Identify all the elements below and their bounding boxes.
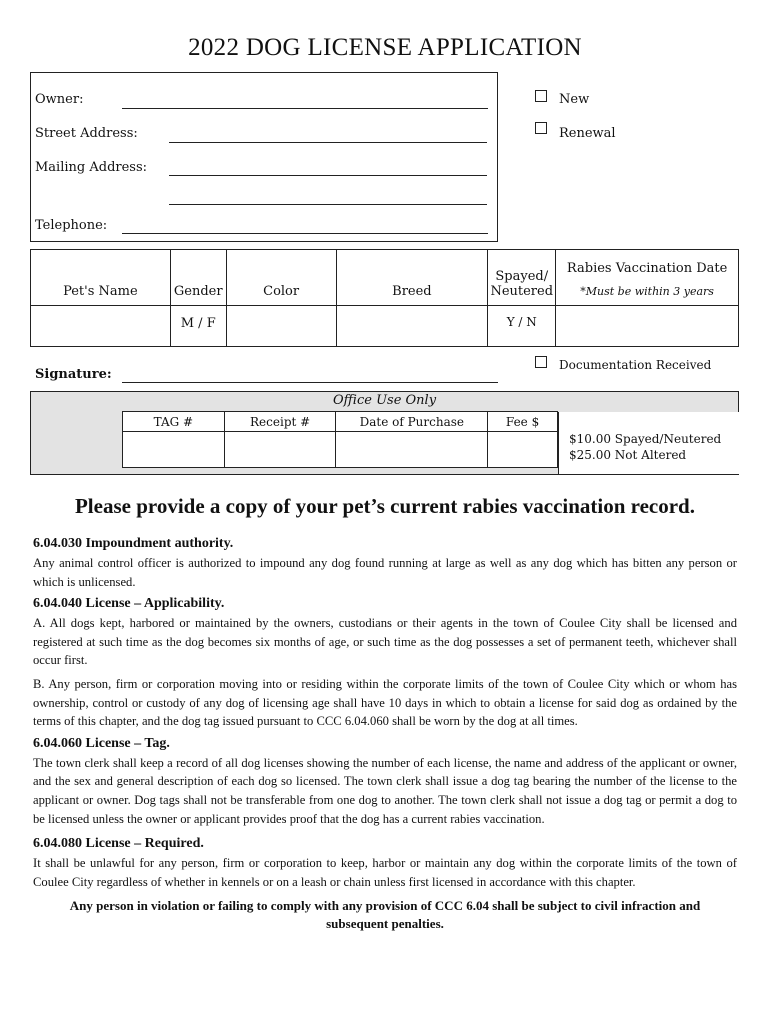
signature-field[interactable] xyxy=(122,382,498,383)
section-060-text: The town clerk shall keep a record of all dog licenses showing the number of each license, the name and address of the applicant or owner, and the sex and general description of each dog so licensed. The town clerk shall issue a dog tag bearing the number of the license to the applicant or owner. Dog tags shall not be transferable from one dog to another. The town clerk shall not issue a dog tag or permit a dog to be licensed unless the owner or applicant provides proof that the dog has a current rabies vaccination. xyxy=(33,755,737,826)
renewal-label: Renewal xyxy=(559,126,616,141)
fee-header: Fee $ xyxy=(488,412,558,432)
fee-spayed-text: $10.00 Spayed/Neutered xyxy=(569,432,722,446)
office-table xyxy=(122,411,558,468)
section-040-a: A. All dogs kept, harbored or maintained by the owners, custodians or their agents in the town of Coulee City shall be licensed and registered at such time as the dog becomes six months of age, or such time as the dog possesses a set of permanent teeth, whichever shall occur first. xyxy=(33,616,737,668)
pet-table xyxy=(30,249,739,347)
owner-label: Owner: xyxy=(35,92,84,107)
street-address-field[interactable] xyxy=(169,142,487,143)
section-080-title: 6.04.080 License – Required. xyxy=(33,836,204,852)
renewal-checkbox[interactable] xyxy=(535,122,547,134)
breed-header: Breed xyxy=(336,250,488,306)
rabies-date-cell[interactable] xyxy=(556,306,739,347)
spayed-header-line1: Spayed/ xyxy=(495,269,549,284)
new-label: New xyxy=(559,92,590,107)
documentation-checkbox[interactable] xyxy=(535,356,547,368)
documentation-label: Documentation Received xyxy=(559,358,712,372)
rabies-date-header xyxy=(556,250,739,306)
fee-altered-text: $25.00 Not Altered xyxy=(569,448,687,462)
mailing-address-field-2[interactable] xyxy=(169,204,487,205)
owner-info-box xyxy=(30,72,498,242)
owner-field[interactable] xyxy=(122,108,488,109)
mailing-address-label: Mailing Address: xyxy=(35,160,148,175)
pet-name-header: Pet's Name xyxy=(31,250,171,306)
ordinance-text xyxy=(33,536,737,933)
fee-cell[interactable] xyxy=(488,432,558,468)
new-checkbox[interactable] xyxy=(535,90,547,102)
page-title: 2022 DOG LICENSE APPLICATION xyxy=(188,34,582,61)
section-080-text: It shall be unlawful for any person, firm or corporation to keep, harbor or maintain any dog within the corporate limits of the town of Coulee City regardless of whether in kennels or on a leash or chain unless first licensed in accordance with this chapter. xyxy=(33,856,737,889)
receipt-cell[interactable] xyxy=(224,432,336,468)
date-purchase-header: Date of Purchase xyxy=(336,412,488,432)
receipt-header: Receipt # xyxy=(224,412,336,432)
mailing-address-field[interactable] xyxy=(169,175,487,176)
rabies-date-note: *Must be within 3 years xyxy=(580,285,714,298)
tag-cell[interactable] xyxy=(123,432,225,468)
tag-header: TAG # xyxy=(123,412,225,432)
office-use-title: Office Use Only xyxy=(332,393,437,408)
telephone-label: Telephone: xyxy=(35,218,108,233)
section-060-title: 6.04.060 License – Tag. xyxy=(33,735,170,751)
street-address-label: Street Address: xyxy=(35,126,138,141)
spayed-header-line2: Neutered xyxy=(490,284,554,299)
spayed-cell[interactable]: Y / N xyxy=(488,306,556,347)
penalty-notice: Any person in violation or failing to comply with any provision of CCC 6.04 shall be subject to civil infraction and subsequent penalties. xyxy=(69,898,701,932)
breed-cell[interactable] xyxy=(336,306,488,347)
date-purchase-cell[interactable] xyxy=(336,432,488,468)
section-030-text: Any animal control officer is authorized to impound any dog found running at large as well as any dog which has bitten any person or which is unlicensed. xyxy=(33,556,737,589)
rabies-date-title: Rabies Vaccination Date xyxy=(566,261,728,276)
gender-header: Gender xyxy=(170,250,226,306)
section-040-b: B. Any person, firm or corporation moving into or residing within the corporate limits of the town of Coulee City which or whom has ownership, control or custody of any dog of licensing age shall have 10 days in which to obtain a license for said dog as ordained by the terms of this chapter, and the dog tag issued pursuant to CCC 6.04.060 shall be worn by the dog at all times. xyxy=(33,676,737,729)
section-030-title: 6.04.030 Impoundment authority. xyxy=(33,536,234,551)
pet-name-cell[interactable] xyxy=(31,306,171,347)
color-cell[interactable] xyxy=(226,306,336,347)
telephone-field[interactable] xyxy=(122,233,488,234)
rabies-copy-notice: Please provide a copy of your pet’s current rabies vaccination record. xyxy=(74,494,695,518)
spayed-neutered-header xyxy=(488,250,556,306)
color-header: Color xyxy=(226,250,336,306)
section-040-title: 6.04.040 License – Applicability. xyxy=(33,596,225,612)
signature-label: Signature: xyxy=(35,367,112,382)
gender-cell[interactable]: M / F xyxy=(170,306,226,347)
